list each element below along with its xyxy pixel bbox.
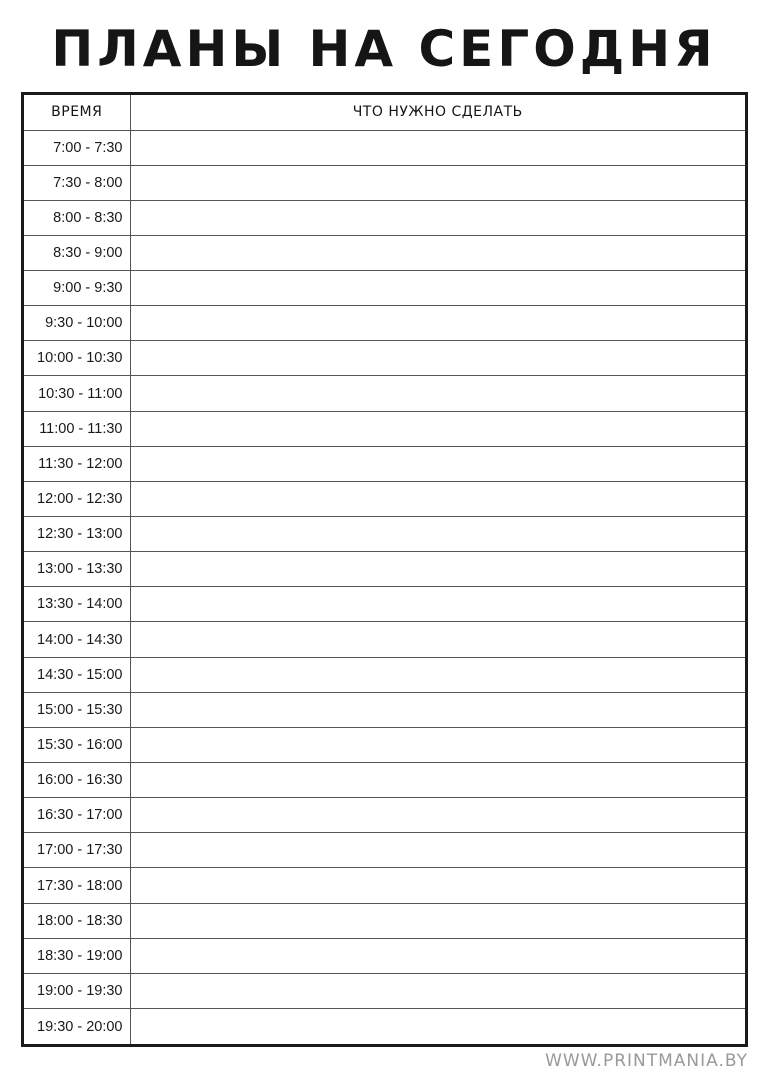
time-slot-cell: 13:00 - 13:30 — [24, 552, 130, 587]
time-slot-cell: 12:30 - 13:00 — [24, 517, 130, 552]
time-slot-cell: 19:00 - 19:30 — [24, 973, 130, 1008]
time-slot-cell: 11:00 - 11:30 — [24, 411, 130, 446]
task-entry-cell[interactable] — [130, 165, 745, 200]
website-footer: WWW.PRINTMANIA.BY — [545, 1051, 748, 1071]
time-slot-cell: 18:30 - 19:00 — [24, 938, 130, 973]
table-row — [24, 727, 745, 762]
table-row — [24, 235, 745, 270]
table-row — [24, 481, 745, 516]
table-row — [24, 868, 745, 903]
table-row — [24, 446, 745, 481]
table-row — [24, 552, 745, 587]
page-title: ПЛАНЫ НА СЕГОДНЯ — [51, 20, 717, 78]
table-row — [24, 411, 745, 446]
task-entry-cell[interactable] — [130, 411, 745, 446]
task-entry-cell[interactable] — [130, 727, 745, 762]
time-slot-cell: 12:00 - 12:30 — [24, 481, 130, 516]
header-row — [24, 95, 745, 130]
table-row — [24, 692, 745, 727]
task-entry-cell[interactable] — [130, 833, 745, 868]
table-row — [24, 938, 745, 973]
task-entry-cell[interactable] — [130, 763, 745, 798]
task-entry-cell[interactable] — [130, 235, 745, 270]
table-body — [24, 130, 745, 1044]
table-row — [24, 973, 745, 1008]
task-entry-cell[interactable] — [130, 692, 745, 727]
table-row — [24, 587, 745, 622]
task-entry-cell[interactable] — [130, 376, 745, 411]
time-slot-cell: 17:30 - 18:00 — [24, 868, 130, 903]
table-row — [24, 200, 745, 235]
task-entry-cell[interactable] — [130, 200, 745, 235]
table-row — [24, 517, 745, 552]
table-header — [24, 95, 745, 130]
time-slot-cell: 15:00 - 15:30 — [24, 692, 130, 727]
time-slot-cell: 10:00 - 10:30 — [24, 341, 130, 376]
time-slot-cell: 7:00 - 7:30 — [24, 130, 130, 165]
time-slot-cell: 7:30 - 8:00 — [24, 165, 130, 200]
time-slot-cell: 17:00 - 17:30 — [24, 833, 130, 868]
table-row — [24, 306, 745, 341]
table-row — [24, 657, 745, 692]
task-entry-cell[interactable] — [130, 446, 745, 481]
table-row — [24, 130, 745, 165]
task-entry-cell[interactable] — [130, 481, 745, 516]
table-row — [24, 763, 745, 798]
time-slot-cell: 15:30 - 16:00 — [24, 727, 130, 762]
task-entry-cell[interactable] — [130, 1009, 745, 1044]
task-entry-cell[interactable] — [130, 903, 745, 938]
schedule-table-frame — [21, 92, 748, 1047]
time-slot-cell: 14:30 - 15:00 — [24, 657, 130, 692]
time-slot-cell: 10:30 - 11:00 — [24, 376, 130, 411]
table-row — [24, 341, 745, 376]
time-slot-cell: 16:30 - 17:00 — [24, 798, 130, 833]
task-entry-cell[interactable] — [130, 798, 745, 833]
table-row — [24, 165, 745, 200]
time-slot-cell: 11:30 - 12:00 — [24, 446, 130, 481]
table-row — [24, 833, 745, 868]
task-column-header: ЧТО НУЖНО СДЕЛАТЬ — [130, 95, 745, 130]
task-entry-cell[interactable] — [130, 973, 745, 1008]
schedule-table — [24, 95, 745, 1044]
task-entry-cell[interactable] — [130, 938, 745, 973]
task-entry-cell[interactable] — [130, 657, 745, 692]
task-entry-cell[interactable] — [130, 517, 745, 552]
task-entry-cell[interactable] — [130, 271, 745, 306]
time-slot-cell: 9:00 - 9:30 — [24, 271, 130, 306]
table-row — [24, 903, 745, 938]
table-row — [24, 376, 745, 411]
table-row — [24, 798, 745, 833]
time-slot-cell: 8:30 - 9:00 — [24, 235, 130, 270]
task-entry-cell[interactable] — [130, 552, 745, 587]
time-slot-cell: 18:00 - 18:30 — [24, 903, 130, 938]
task-entry-cell[interactable] — [130, 130, 745, 165]
task-entry-cell[interactable] — [130, 306, 745, 341]
time-slot-cell: 9:30 - 10:00 — [24, 306, 130, 341]
table-row — [24, 622, 745, 657]
table-row — [24, 271, 745, 306]
task-entry-cell[interactable] — [130, 587, 745, 622]
task-entry-cell[interactable] — [130, 341, 745, 376]
time-column-header: ВРЕМЯ — [24, 95, 130, 130]
task-entry-cell[interactable] — [130, 868, 745, 903]
time-slot-cell: 16:00 - 16:30 — [24, 763, 130, 798]
time-slot-cell: 19:30 - 20:00 — [24, 1009, 130, 1044]
time-slot-cell: 8:00 - 8:30 — [24, 200, 130, 235]
time-slot-cell: 13:30 - 14:00 — [24, 587, 130, 622]
task-entry-cell[interactable] — [130, 622, 745, 657]
table-row — [24, 1009, 745, 1044]
time-slot-cell: 14:00 - 14:30 — [24, 622, 130, 657]
